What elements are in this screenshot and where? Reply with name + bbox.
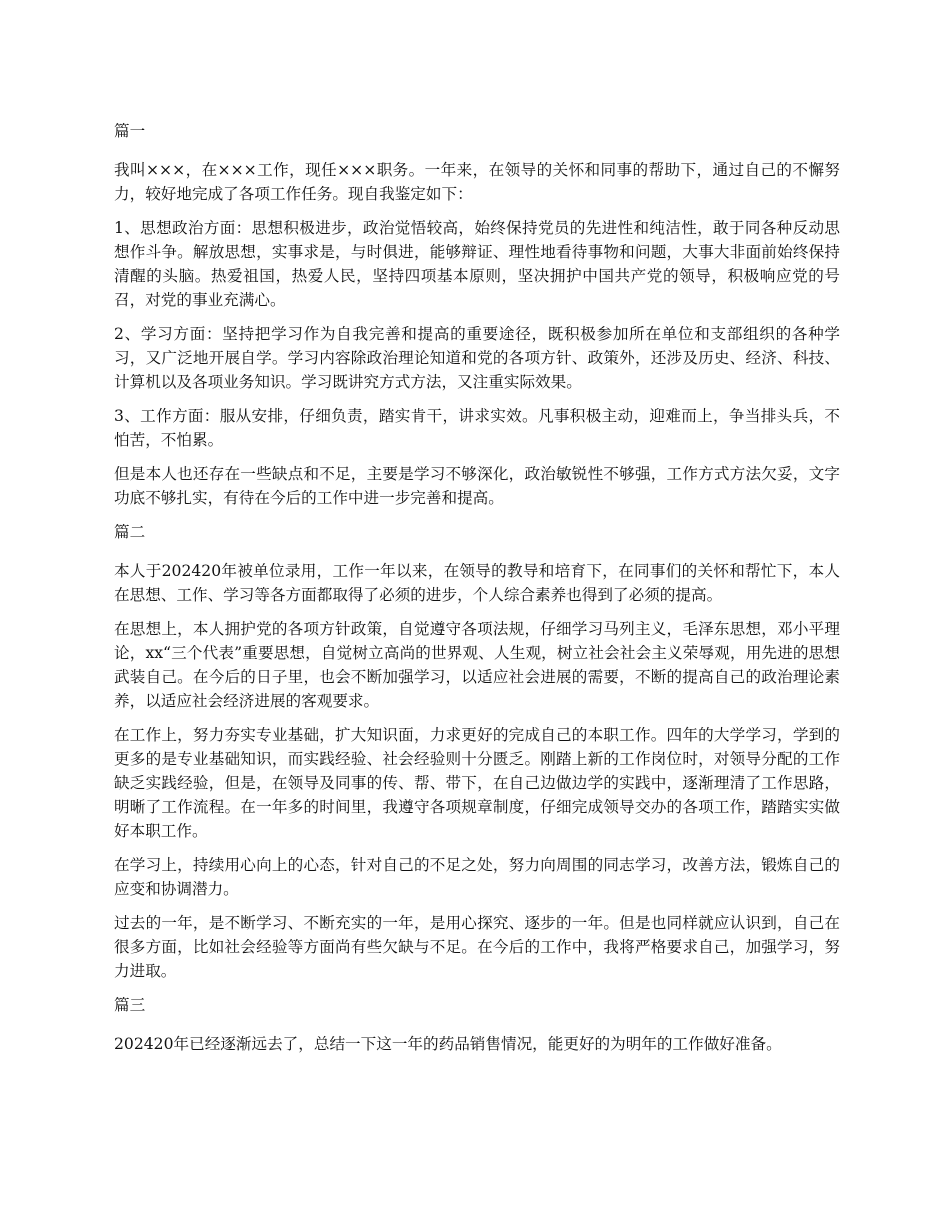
paragraph-2-5: 过去的一年，是不断学习、不断充实的一年，是用心探究、逐步的一年。但是也同样就应认识到，自己在很多方面，比如社会经验等方面尚有些欠缺与不足。在今后的工作中，我将严格要求自己，加强学习，努力进取。 bbox=[114, 914, 840, 980]
section-heading-2: 篇二 bbox=[114, 523, 146, 541]
paragraph-3-1: 202420年已经逐渐远去了，总结一下这一年的药品销售情况，能更好的为明年的工作做好准备。 bbox=[114, 1035, 782, 1053]
paragraph-1-1: 我叫×××，在×××工作，现任×××职务。一年来，在领导的关怀和同事的帮助下，通过自己的不懈努力，较好地完成了各项工作任务。现自我鉴定如下： bbox=[114, 161, 840, 203]
paragraph-1-2: 1、思想政治方面：思想积极进步，政治觉悟较高，始终保持党员的先进性和纯洁性，敢于同各种反动思想作斗争。解放思想，实事求是，与时俱进，能够辩证、理性地看待事物和问题，大事大非面前始终保持清醒的头脑。热爱祖国，热爱人民，坚持四项基本原则，坚决拥护中国共产党的领导，积极响应党的号召，对党的事业充满心。 bbox=[114, 219, 840, 309]
paragraph-1-4: 3、工作方面：服从安排，仔细负责，踏实肯干，讲求实效。凡事积极主动，迎难而上，争当排头兵，不怕苦，不怕累。 bbox=[114, 407, 840, 449]
section-heading-3: 篇三 bbox=[114, 996, 146, 1014]
paragraph-2-4: 在学习上，持续用心向上的心态，针对自己的不足之处，努力向周围的同志学习，改善方法，锻炼自己的应变和协调潜力。 bbox=[114, 856, 840, 898]
paragraph-2-1: 本人于202420年被单位录用，工作一年以来，在领导的教导和培育下，在同事们的关怀和帮忙下，本人在思想、工作、学习等各方面都取得了必须的进步，个人综合素养也得到了必须的提高。 bbox=[114, 562, 840, 604]
section-heading-1: 篇一 bbox=[114, 122, 146, 140]
document-body bbox=[114, 119, 840, 1066]
paragraph-1-5: 但是本人也还存在一些缺点和不足，主要是学习不够深化，政治敏锐性不够强，工作方式方法欠妥，文字功底不够扎实，有待在今后的工作中进一步完善和提高。 bbox=[114, 465, 840, 507]
paragraph-2-2: 在思想上，本人拥护党的各项方针政策，自觉遵守各项法规，仔细学习马列主义，毛泽东思想，邓小平理论，xx“三个代表”重要思想，自觉树立高尚的世界观、人生观，树立社会社会主义荣辱观，用先进的思想武装自己。在今后的日子里，也会不断加强学习，以适应社会进展的需要，不断的提高自己的政治理论素养，以适应社会经济进展的客观要求。 bbox=[114, 620, 840, 710]
paragraph-2-3: 在工作上，努力夯实专业基础，扩大知识面，力求更好的完成自己的本职工作。四年的大学学习，学到的更多的是专业基础知识，而实践经验、社会经验则十分匮乏。刚踏上新的工作岗位时，对领导分配的工作缺乏实践经验，但是，在领导及同事的传、帮、带下，在自己边做边学的实践中，逐渐理清了工作思路，明晰了工作流程。在一年多的时间里，我遵守各项规章制度，仔细完成领导交办的各项工作，踏踏实实做好本职工作。 bbox=[114, 726, 840, 840]
paragraph-1-3: 2、学习方面：坚持把学习作为自我完善和提高的重要途径，既积极参加所在单位和支部组织的各种学习，又广泛地开展自学。学习内容除政治理论知道和党的各项方针、政策外，还涉及历史、经济、科技、计算机以及各项业务知识。学习既讲究方式方法，又注重实际效果。 bbox=[114, 325, 840, 391]
